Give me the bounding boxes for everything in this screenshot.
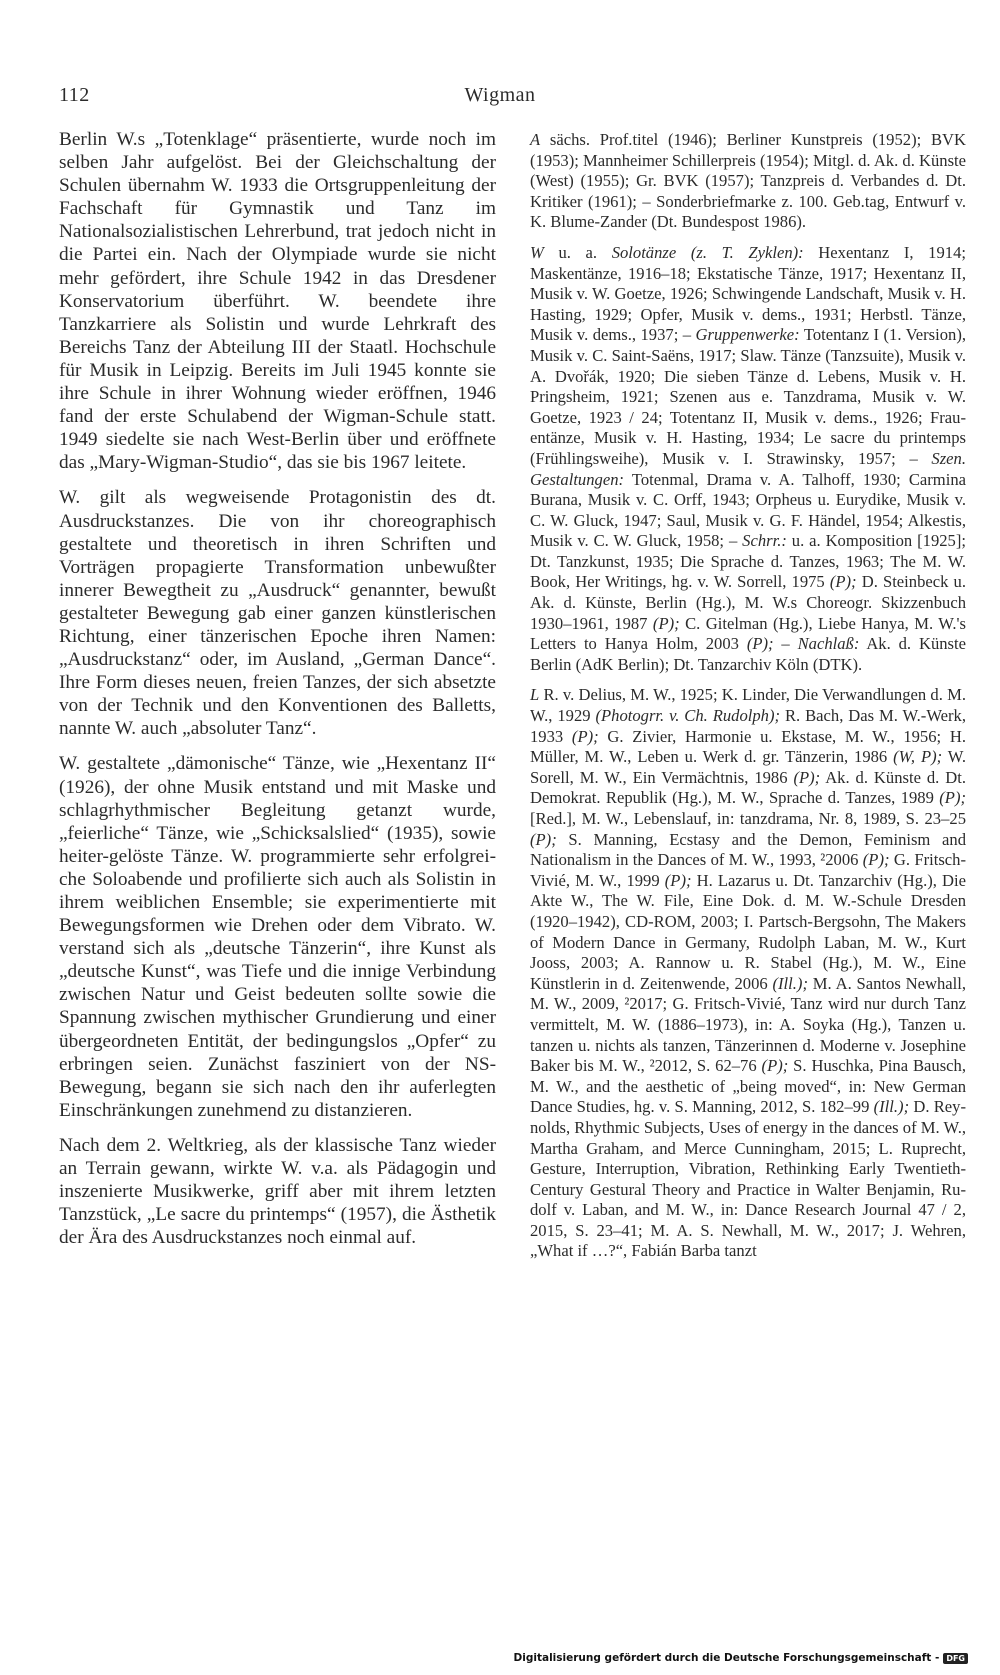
lit-text: Ak. d. Künste d. Dt. Demokrat. Republik (Hg.), M. W., Sprache d. Tanzes, 1989: [530, 767, 966, 808]
section-tag: L: [530, 685, 540, 705]
section-tag: W: [530, 242, 544, 262]
works-italic: Szen. Gestaltungen:: [530, 448, 966, 489]
section-tag: A: [530, 130, 541, 149]
lit-italic: (Ill.);: [873, 1097, 910, 1117]
works-italic: (P); – Nachlaß:: [746, 634, 860, 654]
works-italic: Gruppenwerke:: [695, 325, 800, 345]
lit-italic: (P);: [862, 850, 890, 870]
works-text: Hexentanz I, 1914; Maskentänze, 1916–18; Ekstatische Tänze, 1917; Hexentanz II, Musik v. W. Goetze, 1926; Schwingende Landschaft, Musik v. H. Hasting, 1929; Opfer, Musik v. dems., 1931; Herbstl. Tänze, Musik v. dems., 1937; –: [530, 242, 966, 345]
works-italic: (P);: [829, 572, 857, 592]
works-text: Totentanz I (1. Version), Musik v. C. Saint-Saëns, 1917; Slaw. Tänze (Tanzsuite), Musik v. A. Dvořák, 1920; Die sieben Tänze d. Lebens, Musik v. H. Pringsheim, 1921; Szenen aus e. Tanzdrama, Musik v. W. Goetze, 1923 / 24; Totentanz II, Musik v. dems., 1926; Frauentänze, Musik v. H. Hasting, 1934; Le sacre du printemps (Frühlingsweihe), Musik v. I. Strawinsky, 1957; –: [530, 325, 967, 468]
lit-text: W. Sorell, M. W., Ein Vermächtnis, 1986: [530, 747, 967, 787]
works-text: u. a.: [543, 242, 612, 262]
paragraph: W. gestaltete „dämonische“ Tänze, wie „Hexentanz II“ (1926), der ohne Musik entstand und mit Maske und schlagrhythmischer Begleitung getanzt wurde, „feierliche“ Tänze, wie „Schicksalslied“ (1935), sowie heiter-gelöste Tänze. W. programmierte sehr erfolgreiche Soloabende und profilierte sich auch als Solistin in ihrem weiblichen Ensemble; sie experimentierte mit Bewegungsformen wie Drehen oder dem Vibrato. W. verstand sich als „deutsche Tänzerin“, ihre Kunst als „deutsche Kunst“, was Tiefe und die innige Verbindung zwischen Natur und Geist bedeuten sollte sowie die Spannung zwischen mythischer Grundierung und einer übergeordneten Entität, der bedingungslos „Opfer“ zu erbringen seien. Zunächst fasziniert von der NS-Bewegung, begann sie sich nach den ihr auferlegten Einschränkungen zunehmend zu distanzieren.: [59, 753, 496, 1121]
honors-text: sächs. Prof.titel (1946); Berliner Kunstpreis (1952); BVK (1953); Mannheimer Schillerpreis (1954); Mitgl. d. Ak. d. Künste (West) (1955); Gr. BVK (1957); Tanzpreis d. Verbandes d. Dt. Kritiker (1961); – Sonderbriefmarke z. 100. Geb.tag, Entwurf v. K. Blume-Zander (Dt. Bundespost 1986).: [530, 130, 966, 232]
lit-italic: (P);: [939, 788, 966, 808]
lit-italic: (Ill.);: [772, 973, 808, 993]
lit-text: H. Lazarus u. Dt. Tanzarchiv (Hg.), Die Akte W., The W. File, Eine Dok. d. M. W.-Schule Dresden (1920–1942), CD-ROM, 2003; I. Partsch-Bergsohn, The Makers of Modern Dance in Germany, Rudolph Laban, M. W., Kurt Jooss, 2003; A. Rannow u. R. Stabel (Hg.), M. W., Eine Künstlerin in d. Zeitenwende, 2006: [530, 870, 967, 993]
lit-italic: (P);: [793, 767, 821, 787]
lit-text: D. Reynolds, Rhythmic Subjects, Uses of energy in the dances of M. W., Martha Graham, and Merce Cunningham, 2015; L. Ruprecht, Gesture, Interruption, Vibration, Rethinking Early Twentieth-Century Gestural Theory and Practice in Walter Benjamin, Rudolf v. Laban, and M. W., in: Dance Research Journal 47 / 2, 2015, S. 23–41; M. A. S. Newhall, M. W., 2017; J. Wehren, „What if …?“, Fabián Barba tanzt: [530, 1097, 966, 1261]
lit-italic: (W, P);: [893, 747, 943, 767]
running-head: Wigman: [464, 84, 536, 106]
lit-text: G. Fritsch-Vivié, M. W., 1999: [530, 850, 966, 890]
works-text: D. Steinbeck u. Ak. d. Künste, Berlin (Hg.), M. W.s Choreogr. Skizzenbuch 1930–1961, 1987: [530, 572, 966, 633]
lit-text: S. Manning, Ecstasy and the Demon, Feminism and Nationalism in the Dances of M. W., 1993, ²2006: [530, 829, 966, 870]
paragraph: Nach dem 2. Weltkrieg, als der klassische Tanz wieder an Terrain gewann, wirkte W. v.a. als Pädagogin und inszenierte Musikwerke, griff aber mit ihrem letzten Tanzstück, „Le sacre du printemps“ (1957), die Ästhetik der Ära des Ausdruckstanzes noch einmal auf.: [59, 1134, 496, 1249]
works-text: Ak. d. Künste Berlin (AdK Berlin); Dt. Tanzarchiv Köln (DTK).: [530, 634, 966, 674]
works-italic: Schrr.:: [742, 531, 787, 551]
works-text: C. Gitelman (Hg.), Liebe Hanya, M. W.'s Letters to Hanya Holm, 2003: [530, 613, 966, 654]
lit-italic: (P);: [761, 1056, 789, 1076]
lit-text: S. Huschka, Pina Bausch, M. W., and the aesthetic of „being moved“, in: New German Dance Studies, hg. v. S. Manning, 2012, S. 182–99: [530, 1056, 966, 1117]
works-italic: (P);: [652, 613, 680, 633]
lit-italic: (P);: [530, 829, 557, 849]
works-italic: Solotänze (z. T. Zyklen):: [611, 242, 804, 262]
page-number: 112: [59, 84, 90, 106]
lit-text: M. A. Santos Newhall, M. W., 2009, ²2017; G. Fritsch-Vivié, Tanz wird nur durch Tanz vermittelt, M. W. (1886–1973), in: A. Soyka (Hg.), Tanzen u. tanzen u. nichts als tanzen, Tänzerinnen d. Moderne v. Josephine Baker bis M. W., ²2012, S. 62–76: [530, 973, 966, 1076]
honors-section: [530, 130, 966, 233]
digitization-footer: [514, 1652, 968, 1664]
main-text-column: [59, 128, 496, 1261]
reference-column: [530, 130, 966, 1272]
lit-text: [Red.], M. W., Lebenslauf, in: tanzdrama, Nr. 8, 1989, S. 23–25: [530, 809, 966, 828]
paragraph: W. gilt als wegweisende Protagonistin des dt. Ausdruckstanzes. Die von ihr choreographisch gestaltete und theoretisch in ihren Schriften und Vorträgen propagierte Transformation unbewußter innerer Bewegtheit zu „Ausdruck“ genannter, bewußt gestalteter Bewegung gab einer ganzen künstlerischen Richtung, einer tänzerischen Epoche ihren Namen: „Ausdruckstanz“ oder, im Ausland, „German Dance“. Ihre Form dieses neuen, freien Tanzes, der sich absetzte von der Technik und den Konventionen des Balletts, nannte W. auch „absoluter Tanz“.: [59, 487, 496, 740]
lit-text: R. v. Delius, M. W., 1925; K. Linder, Die Verwandlungen d. M. W., 1929: [530, 685, 966, 726]
footer-text: Digitalisierung gefördert durch die Deutsche Forschungsgemeinschaft -: [513, 1652, 940, 1664]
works-section: [530, 243, 966, 675]
dfg-logo-icon: DFG: [943, 1653, 968, 1664]
lit-italic: (P);: [664, 870, 692, 890]
lit-text: G. Zivier, Harmonie u. Ekstase, M. W., 1956; H. Müller, M. W., Leben u. Werk d. gr. Tänzerin, 1986: [530, 726, 966, 767]
lit-text: R. Bach, Das M. W.-Werk, 1933: [530, 706, 967, 746]
lit-italic: (Photogrr. v. Ch. Rudolph);: [595, 706, 781, 726]
paragraph: Berlin W.s „Totenklage“ präsentierte, wurde noch im selben Jahr aufgelöst. Bei der Gleichschaltung der Schulen übernahm W. 1933 die Ortsgruppenleitung der Fachschaft für Gymnastik und Tanz im Nationalsozialistischen Lehrerbund, trat jedoch nicht in die Partei ein. Nach der Olympiade wurde sie nicht mehr gefördert, ihre Schule 1942 in das Dresdener Konservatorium überführt. W. beendete ihre Tanzkarriere als Solistin und wurde Lehrkraft des Bereichs Tanz der Abteilung III der Staatl. Hochschule für Musik in Leipzig. Bereits im Juli 1945 konnte sie ihre Schule in ihrer Wohnung wieder eröffnen, 1946 fand der erste Schulabend der Wigman-Schule statt. 1949 siedelte sie nach West-Berlin über und eröffnete das „Mary-Wigman-Studio“, das sie bis 1967 leitete.: [59, 129, 496, 474]
works-text: Totenmal, Drama v. A. Talhoff, 1930; Carmina Burana, Musik v. C. Orff, 1943; Orpheus u. Eurydike, Musik v. C. W. Gluck, 1947; Saul, Musik v. G. F. Händel, 1954; Alkestis, Musik v. C. W. Gluck, 1958; –: [530, 469, 966, 551]
literature-section: [530, 685, 966, 1262]
lit-italic: (P);: [571, 726, 599, 746]
works-text: u. a. Komposition [1925]; Dt. Tanzkunst, 1935; Die Sprache d. Tanzes, 1963; The M. W. Book, Her Writings, hg. v. W. Sorrell, 1975: [530, 531, 966, 592]
